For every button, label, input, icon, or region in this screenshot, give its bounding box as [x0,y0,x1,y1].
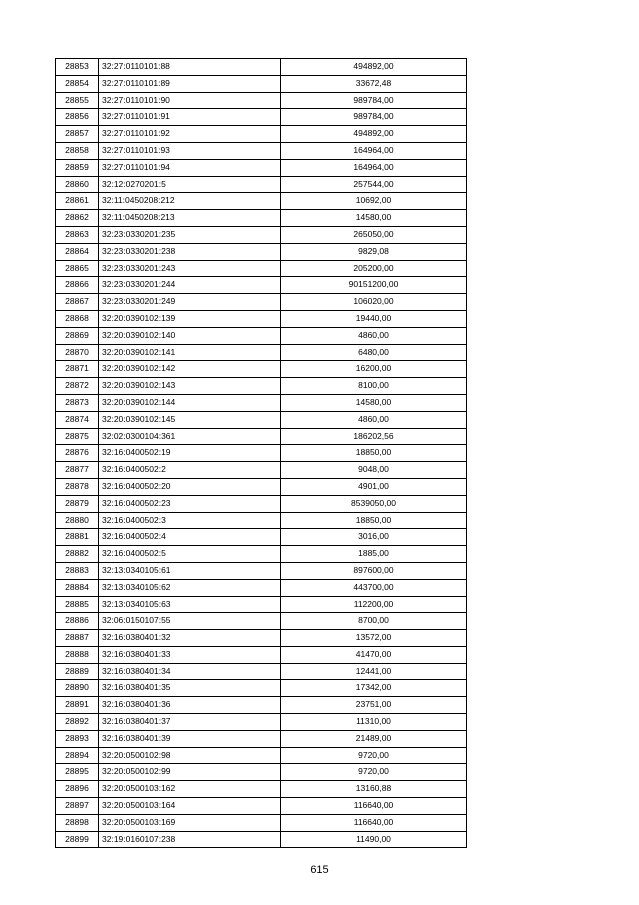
cadastral-number-cell: 32:16:0400502:2 [99,462,281,479]
table-row [56,562,467,579]
row-number-cell: 28881 [56,529,99,546]
row-number-cell: 28893 [56,730,99,747]
value-cell: 8539050,00 [281,495,467,512]
value-cell: 16200,00 [281,361,467,378]
table-row [56,529,467,546]
row-number-cell: 28882 [56,546,99,563]
value-cell: 205200,00 [281,260,467,277]
cadastral-number-cell: 32:13:0340105:62 [99,579,281,596]
cadastral-number-cell: 32:16:0380401:34 [99,663,281,680]
table-row [56,680,467,697]
table-row [56,495,467,512]
row-number-cell: 28883 [56,562,99,579]
row-number-cell: 28855 [56,92,99,109]
cadastral-number-cell: 32:27:0110101:93 [99,142,281,159]
cadastral-number-cell: 32:16:0400502:5 [99,546,281,563]
cadastral-number-cell: 32:20:0390102:144 [99,394,281,411]
row-number-cell: 28889 [56,663,99,680]
value-cell: 33672,48 [281,75,467,92]
row-number-cell: 28873 [56,394,99,411]
row-number-cell: 28892 [56,714,99,731]
cadastral-number-cell: 32:16:0380401:35 [99,680,281,697]
value-cell: 9720,00 [281,747,467,764]
row-number-cell: 28867 [56,294,99,311]
table-row [56,226,467,243]
value-cell: 13572,00 [281,630,467,647]
value-cell: 19440,00 [281,310,467,327]
table-row [56,747,467,764]
cadastral-number-cell: 32:27:0110101:88 [99,59,281,76]
value-cell: 116640,00 [281,798,467,815]
table-row [56,260,467,277]
value-cell: 164964,00 [281,142,467,159]
table-row [56,243,467,260]
row-number-cell: 28858 [56,142,99,159]
row-number-cell: 28898 [56,814,99,831]
table-row [56,59,467,76]
value-cell: 9829,08 [281,243,467,260]
cadastral-number-cell: 32:16:0380401:36 [99,697,281,714]
row-number-cell: 28877 [56,462,99,479]
table-row [56,428,467,445]
row-number-cell: 28894 [56,747,99,764]
cadastral-number-cell: 32:06:0150107:55 [99,613,281,630]
table-row [56,697,467,714]
row-number-cell: 28899 [56,831,99,848]
cadastral-number-cell: 32:20:0500103:164 [99,798,281,815]
row-number-cell: 28861 [56,193,99,210]
value-cell: 897600,00 [281,562,467,579]
value-cell: 18850,00 [281,445,467,462]
row-number-cell: 28857 [56,126,99,143]
table-row [56,714,467,731]
table-row [56,462,467,479]
cadastral-number-cell: 32:16:0400502:4 [99,529,281,546]
value-cell: 13160,88 [281,781,467,798]
table-row [56,596,467,613]
cadastral-number-cell: 32:23:0330201:235 [99,226,281,243]
value-cell: 1885,00 [281,546,467,563]
value-cell: 14580,00 [281,394,467,411]
value-cell: 989784,00 [281,92,467,109]
cadastral-number-cell: 32:11:0450208:212 [99,193,281,210]
row-number-cell: 28876 [56,445,99,462]
table-row [56,210,467,227]
cadastral-number-cell: 32:27:0110101:94 [99,159,281,176]
value-cell: 265050,00 [281,226,467,243]
value-cell: 11310,00 [281,714,467,731]
row-number-cell: 28864 [56,243,99,260]
cadastral-number-cell: 32:27:0110101:91 [99,109,281,126]
page-number: 615 [310,864,329,876]
table-body [56,59,467,848]
row-number-cell: 28854 [56,75,99,92]
value-cell: 23751,00 [281,697,467,714]
row-number-cell: 28865 [56,260,99,277]
table-row [56,126,467,143]
value-cell: 14580,00 [281,210,467,227]
row-number-cell: 28879 [56,495,99,512]
table-row [56,109,467,126]
cadastral-number-cell: 32:13:0340105:61 [99,562,281,579]
value-cell: 106020,00 [281,294,467,311]
table-row [56,512,467,529]
cadastral-number-cell: 32:16:0400502:23 [99,495,281,512]
value-cell: 257544,00 [281,176,467,193]
row-number-cell: 28886 [56,613,99,630]
value-cell: 6480,00 [281,344,467,361]
table-row [56,613,467,630]
table-row [56,831,467,848]
table-row [56,781,467,798]
table-row [56,344,467,361]
table-row [56,176,467,193]
value-cell: 9048,00 [281,462,467,479]
value-cell: 116640,00 [281,814,467,831]
row-number-cell: 28878 [56,478,99,495]
table-row [56,277,467,294]
value-cell: 112200,00 [281,596,467,613]
row-number-cell: 28853 [56,59,99,76]
row-number-cell: 28859 [56,159,99,176]
value-cell: 10692,00 [281,193,467,210]
value-cell: 4860,00 [281,411,467,428]
cadastral-number-cell: 32:23:0330201:249 [99,294,281,311]
table-row [56,814,467,831]
table-row [56,310,467,327]
value-cell: 989784,00 [281,109,467,126]
table-row [56,378,467,395]
cadastral-number-cell: 32:23:0330201:243 [99,260,281,277]
value-cell: 90151200,00 [281,277,467,294]
value-cell: 164964,00 [281,159,467,176]
cadastral-number-cell: 32:12:0270201:5 [99,176,281,193]
row-number-cell: 28888 [56,646,99,663]
table-row [56,546,467,563]
value-cell: 17342,00 [281,680,467,697]
value-cell: 4860,00 [281,327,467,344]
table-row [56,193,467,210]
row-number-cell: 28866 [56,277,99,294]
value-cell: 8700,00 [281,613,467,630]
row-number-cell: 28891 [56,697,99,714]
cadastral-number-cell: 32:19:0160107:238 [99,831,281,848]
row-number-cell: 28884 [56,579,99,596]
value-cell: 4901,00 [281,478,467,495]
row-number-cell: 28880 [56,512,99,529]
table-row [56,478,467,495]
cadastral-number-cell: 32:27:0110101:90 [99,92,281,109]
cadastral-number-cell: 32:16:0400502:3 [99,512,281,529]
table-row [56,142,467,159]
row-number-cell: 28872 [56,378,99,395]
row-number-cell: 28887 [56,630,99,647]
row-number-cell: 28895 [56,764,99,781]
cadastral-number-cell: 32:27:0110101:89 [99,75,281,92]
table-row [56,159,467,176]
row-number-cell: 28875 [56,428,99,445]
cadastral-number-cell: 32:11:0450208:213 [99,210,281,227]
cadastral-number-cell: 32:20:0390102:140 [99,327,281,344]
value-cell: 8100,00 [281,378,467,395]
table-row [56,663,467,680]
cadastral-value-table [55,58,467,848]
cadastral-number-cell: 32:23:0330201:244 [99,277,281,294]
cadastral-number-cell: 32:16:0380401:39 [99,730,281,747]
table-row [56,445,467,462]
row-number-cell: 28890 [56,680,99,697]
value-cell: 12441,00 [281,663,467,680]
table-row [56,294,467,311]
table-row [56,411,467,428]
cadastral-number-cell: 32:20:0390102:143 [99,378,281,395]
row-number-cell: 28856 [56,109,99,126]
cadastral-number-cell: 32:20:0500102:98 [99,747,281,764]
cadastral-number-cell: 32:20:0390102:142 [99,361,281,378]
row-number-cell: 28896 [56,781,99,798]
table-row [56,327,467,344]
value-cell: 494892,00 [281,126,467,143]
table-row [56,630,467,647]
table-row [56,646,467,663]
row-number-cell: 28869 [56,327,99,344]
row-number-cell: 28897 [56,798,99,815]
row-number-cell: 28870 [56,344,99,361]
cadastral-number-cell: 32:16:0380401:33 [99,646,281,663]
value-cell: 9720,00 [281,764,467,781]
row-number-cell: 28868 [56,310,99,327]
value-cell: 3016,00 [281,529,467,546]
value-cell: 494892,00 [281,59,467,76]
row-number-cell: 28871 [56,361,99,378]
cadastral-number-cell: 32:20:0390102:141 [99,344,281,361]
table-row [56,92,467,109]
cadastral-number-cell: 32:20:0500103:162 [99,781,281,798]
value-cell: 21489,00 [281,730,467,747]
row-number-cell: 28863 [56,226,99,243]
cadastral-number-cell: 32:13:0340105:63 [99,596,281,613]
cadastral-number-cell: 32:23:0330201:238 [99,243,281,260]
cadastral-number-cell: 32:20:0390102:139 [99,310,281,327]
table-row [56,361,467,378]
cadastral-number-cell: 32:20:0500102:99 [99,764,281,781]
value-cell: 443700,00 [281,579,467,596]
cadastral-number-cell: 32:02:0300104:361 [99,428,281,445]
cadastral-number-cell: 32:16:0400502:19 [99,445,281,462]
table-row [56,730,467,747]
cadastral-number-cell: 32:16:0380401:37 [99,714,281,731]
value-cell: 11490,00 [281,831,467,848]
table-row [56,764,467,781]
table-row [56,798,467,815]
cadastral-number-cell: 32:16:0400502:20 [99,478,281,495]
value-cell: 41470,00 [281,646,467,663]
row-number-cell: 28862 [56,210,99,227]
value-cell: 186202,56 [281,428,467,445]
table-row [56,75,467,92]
value-cell: 18850,00 [281,512,467,529]
cadastral-number-cell: 32:20:0500103:169 [99,814,281,831]
cadastral-number-cell: 32:16:0380401:32 [99,630,281,647]
row-number-cell: 28874 [56,411,99,428]
row-number-cell: 28860 [56,176,99,193]
cadastral-number-cell: 32:27:0110101:92 [99,126,281,143]
table-row [56,579,467,596]
row-number-cell: 28885 [56,596,99,613]
cadastral-number-cell: 32:20:0390102:145 [99,411,281,428]
table-row [56,394,467,411]
